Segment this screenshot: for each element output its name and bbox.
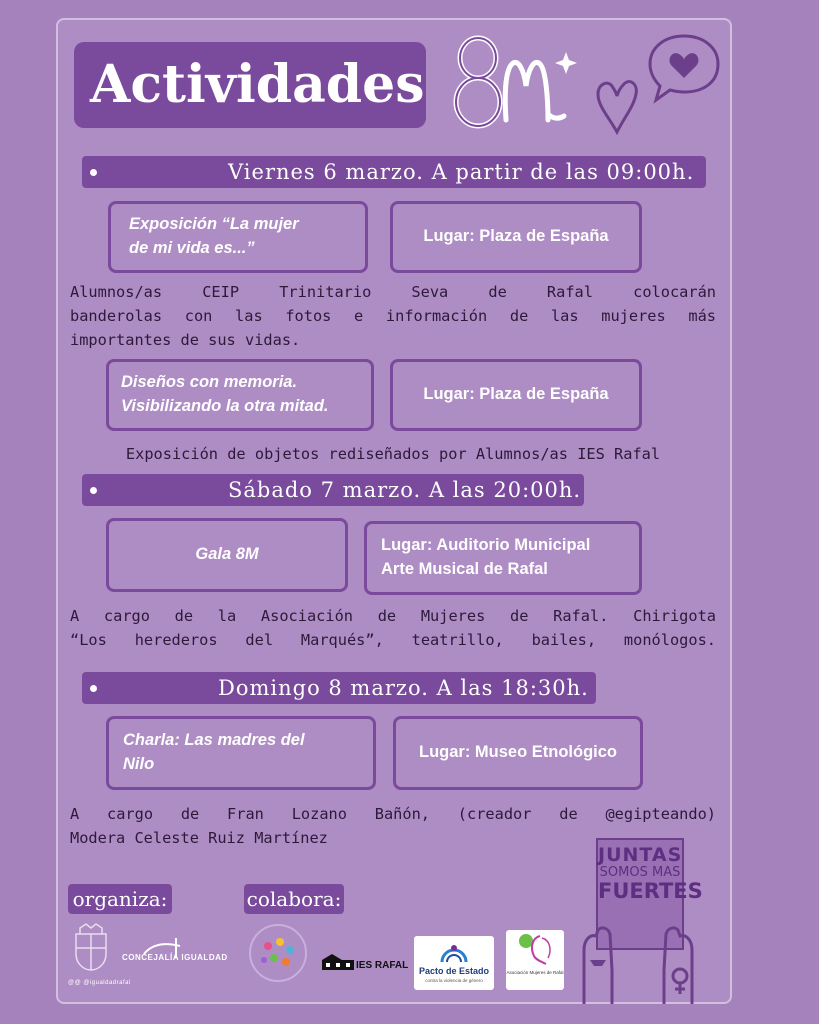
day-label: Sábado 7 marzo. A las 20:00h. — [228, 478, 582, 502]
colabora-text: colabora: — [246, 887, 342, 911]
event-place: Lugar: Plaza de España — [423, 385, 609, 404]
event-place-box — [390, 201, 642, 273]
event-place-line: Arte Musical de Rafal — [381, 560, 548, 578]
bullet-icon — [90, 487, 97, 494]
bullet-icon — [90, 685, 97, 692]
description-line: banderolas con las fotos e información de las mujeres más — [70, 307, 716, 325]
pacto-emblem-icon — [438, 940, 470, 966]
description-line: Alumnos/as CEIP Trinitario Seva de Rafal colocarán — [70, 283, 716, 301]
description-line: importantes de sus vidas. — [70, 331, 301, 349]
description-line: A cargo de Fran Lozano Bañón, (creador de @egipteando) — [70, 805, 716, 823]
event-place: Lugar: Plaza de España — [423, 227, 609, 246]
ceip-trinitario-logo-icon — [244, 922, 312, 984]
heart-outline-icon — [594, 76, 640, 136]
raised-hands-icon — [576, 920, 700, 1004]
poster-line: SOMOS MAS — [599, 864, 681, 880]
pacto-subtitle: contra la violencia de género — [425, 978, 483, 983]
day-bar-sabado — [82, 474, 584, 506]
ies-rafal-building-icon — [320, 950, 356, 972]
organiza-label — [68, 884, 172, 914]
social-handle: @@ @igualdadrafal — [68, 980, 131, 986]
event-place-box — [390, 359, 642, 431]
colabora-label — [244, 884, 344, 914]
event-description — [70, 280, 716, 352]
event-place-box — [393, 716, 643, 790]
asociacion-name: Asociación Mujeres de Rafal — [506, 970, 564, 975]
concejalia-logo: CONCEJALÍA IGUALDAD — [122, 953, 228, 962]
event-name-box — [108, 201, 368, 273]
event-name-line: Nilo — [123, 755, 155, 773]
event-name-box — [106, 518, 348, 592]
woman-profile-icon — [512, 932, 558, 966]
town-crest-icon — [70, 920, 112, 972]
day-label: Viernes 6 marzo. A partir de las 09:00h. — [228, 160, 695, 184]
page-title: Actividades — [90, 54, 425, 115]
event-name-line: Gala 8M — [195, 545, 259, 564]
description-line: “Los herederos del Marqués”, teatrillo, bailes, monólogos. — [70, 631, 716, 649]
day-bar-viernes — [82, 156, 706, 188]
event-name-line: Charla: Las madres del — [123, 731, 305, 750]
description-line: Modera Celeste Ruiz Martínez — [70, 829, 328, 847]
event-description — [70, 442, 716, 466]
poster-line: JUNTAS — [598, 844, 683, 866]
event-place-box — [364, 521, 642, 595]
description-line: Exposición de objetos rediseñados por Alumnos/as IES Rafal — [125, 445, 661, 463]
asociacion-mujeres-logo — [506, 930, 564, 990]
bullet-icon — [90, 169, 97, 176]
event-place: Lugar: Museo Etnológico — [419, 743, 617, 762]
event-name-box — [106, 359, 374, 431]
pacto-estado-logo — [414, 936, 494, 990]
ies-rafal-logo: IES RAFAL — [356, 960, 409, 971]
8m-logo — [448, 30, 578, 134]
heart-bubble-icon — [646, 30, 722, 106]
pacto-title: Pacto de Estado — [418, 966, 490, 976]
event-name-line: Exposición “La mujer — [129, 215, 299, 234]
organiza-text: organiza: — [72, 887, 168, 911]
description-line: A cargo de la Asociación de Mujeres de Rafal. Chirigota — [70, 607, 716, 625]
event-name-line: Visibilizando la otra mitad. — [121, 397, 329, 415]
day-label: Domingo 8 marzo. A las 18:30h. — [218, 676, 589, 700]
poster-line: FUERTES — [598, 878, 703, 903]
day-bar-domingo — [82, 672, 596, 704]
event-description — [70, 604, 716, 652]
event-name-line: de mi vida es...” — [129, 239, 255, 257]
event-place-line: Lugar: Auditorio Municipal — [381, 536, 591, 555]
event-name-box — [106, 716, 376, 790]
event-name-line: Diseños con memoria. — [121, 373, 298, 392]
